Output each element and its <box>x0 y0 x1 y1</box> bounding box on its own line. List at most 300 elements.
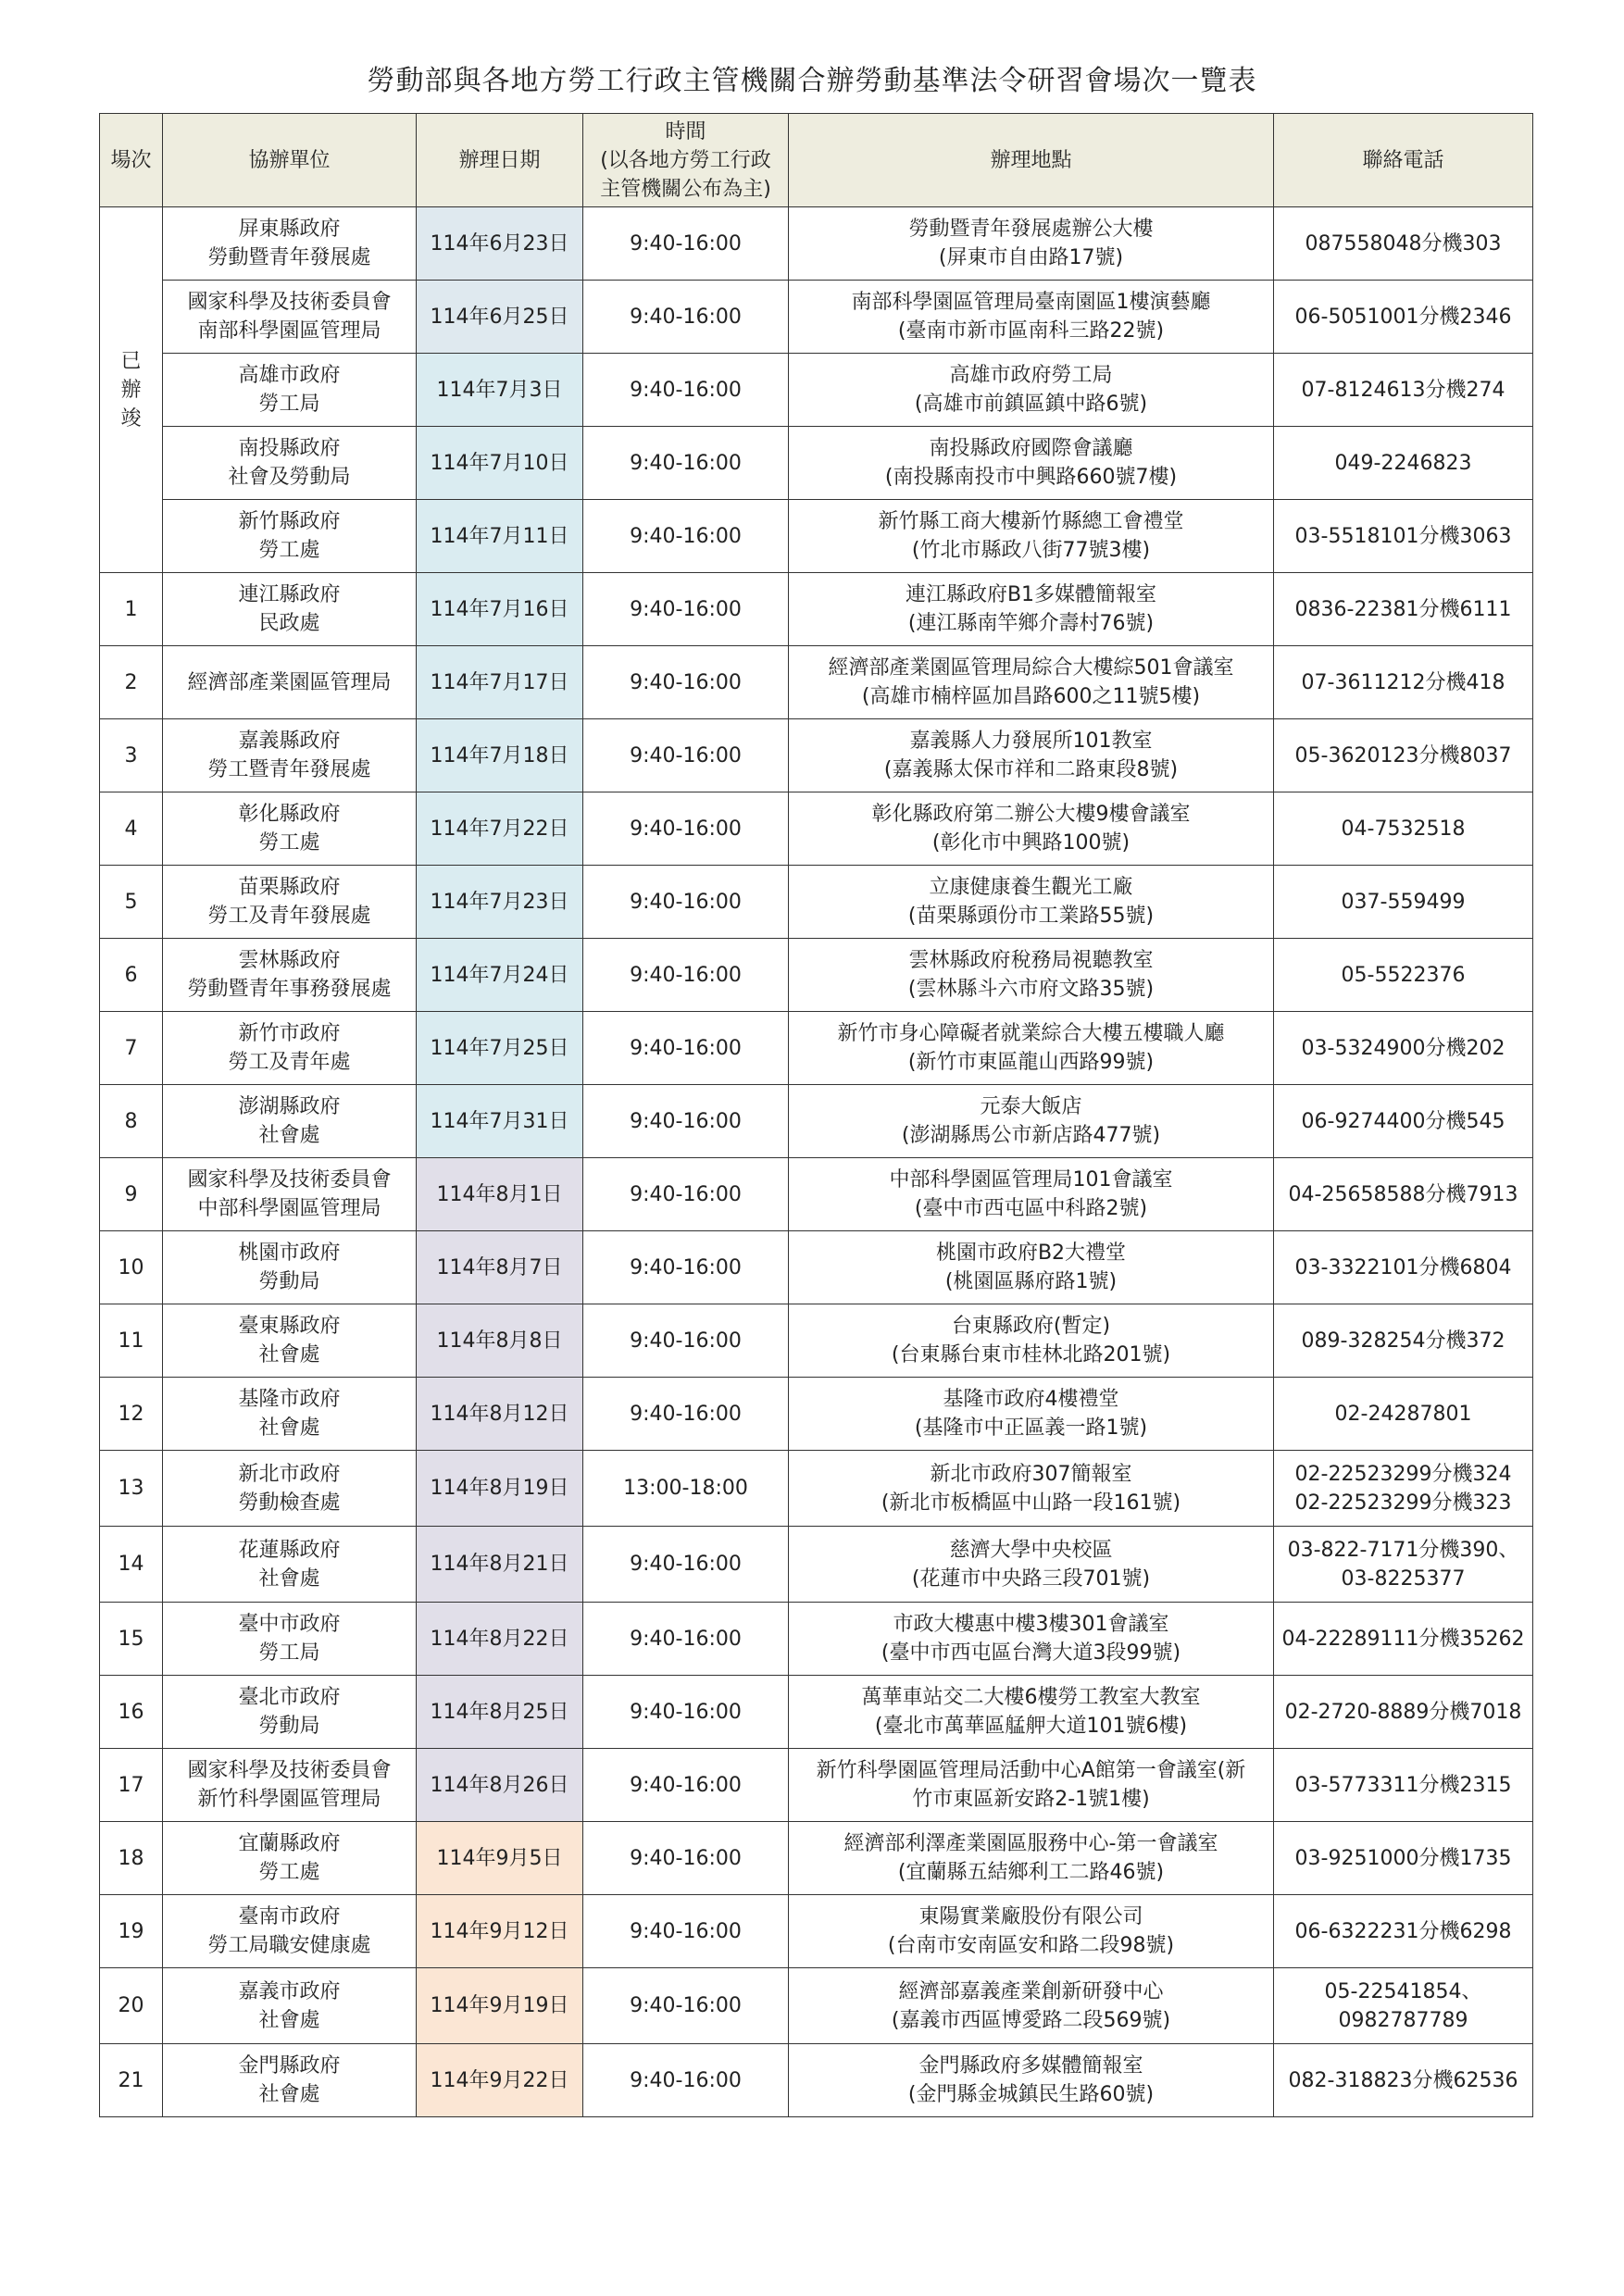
phone-cell <box>1274 573 1533 646</box>
org-cell-line: 臺南市政府 <box>238 1905 341 1928</box>
venue-cell-line: (台東縣台東市桂林北路201號) <box>891 1343 1171 1366</box>
org-cell-line: 國家科學及技術委員會 <box>187 1168 392 1192</box>
venue-cell-line: (竹北市縣政八街77號3樓) <box>911 539 1151 562</box>
org-cell-line: 民政處 <box>258 612 320 635</box>
venue-cell-line: 雲林縣政府稅務局視聽教室 <box>908 949 1154 972</box>
venue-cell <box>789 573 1274 646</box>
org-cell-line: 新竹科學園區管理局 <box>197 1788 381 1811</box>
venue-cell <box>789 1085 1274 1158</box>
header-row <box>100 114 1533 207</box>
header-time <box>583 114 789 207</box>
org-cell <box>163 939 417 1012</box>
phone-cell <box>1274 1676 1533 1749</box>
table-body <box>100 207 1533 2117</box>
org-cell <box>163 1451 417 1527</box>
time-cell: 9:40-16:00 <box>583 427 789 500</box>
venue-cell <box>789 1895 1274 1968</box>
time-cell: 9:40-16:00 <box>583 866 789 939</box>
venue-cell-line: (臺北市萬華區艋舺大道101號6樓) <box>874 1715 1188 1738</box>
time-cell: 9:40-16:00 <box>583 1822 789 1895</box>
venue-cell <box>789 1676 1274 1749</box>
venue-cell <box>789 1304 1274 1378</box>
phone-cell-line: 06-6322231分機6298 <box>1294 1919 1512 1943</box>
venue-cell-line: 南部科學園區管理局臺南園區1樓演藝廳 <box>851 291 1211 314</box>
table-row <box>100 719 1533 792</box>
time-cell: 9:40-16:00 <box>583 646 789 719</box>
date-cell: 114年8月22日 <box>417 1603 583 1676</box>
org-cell-line: 社會及勞動局 <box>228 466 351 489</box>
phone-cell-line: 0836-22381分機6111 <box>1294 597 1512 621</box>
time-cell: 9:40-16:00 <box>583 939 789 1012</box>
session-number: 12 <box>100 1378 163 1451</box>
org-cell <box>163 866 417 939</box>
completed-sessions-label <box>100 207 163 573</box>
org-cell <box>163 500 417 573</box>
org-cell-line: 勞工局 <box>258 393 320 416</box>
org-cell <box>163 1749 417 1822</box>
venue-cell-line: (台南市安南區安和路二段98號) <box>887 1934 1175 1957</box>
venue-cell <box>789 207 1274 281</box>
org-cell <box>163 646 417 719</box>
date-cell: 114年9月22日 <box>417 2044 583 2117</box>
venue-cell-line: 新竹科學園區管理局活動中心A館第一會議室(新 <box>816 1759 1246 1782</box>
org-cell-line: 勞工處 <box>258 1861 320 1884</box>
venue-cell-line: (屏東市自由路17號) <box>938 246 1124 269</box>
phone-cell-line: 05-3620123分機8037 <box>1294 743 1512 767</box>
venue-cell-line: 新竹縣工商大樓新竹縣總工會禮堂 <box>878 510 1184 533</box>
venue-cell-line: (臺中市西屯區台灣大道3段99號) <box>881 1641 1181 1665</box>
time-cell: 9:40-16:00 <box>583 281 789 354</box>
table-row <box>100 1451 1533 1527</box>
time-cell: 13:00-18:00 <box>583 1451 789 1527</box>
session-number: 2 <box>100 646 163 719</box>
phone-cell-line: 02-22523299分機323 <box>1294 1491 1512 1515</box>
phone-cell <box>1274 1231 1533 1304</box>
date-cell: 114年7月16日 <box>417 573 583 646</box>
date-cell: 114年7月22日 <box>417 792 583 866</box>
org-cell <box>163 1158 417 1231</box>
phone-cell <box>1274 427 1533 500</box>
phone-cell <box>1274 354 1533 427</box>
date-cell: 114年7月11日 <box>417 500 583 573</box>
time-cell: 9:40-16:00 <box>583 1085 789 1158</box>
completed-label-char: 竣 <box>120 406 142 430</box>
date-cell: 114年9月12日 <box>417 1895 583 1968</box>
phone-cell-line: 04-7532518 <box>1341 817 1466 841</box>
org-cell-line: 勞工局 <box>258 1641 320 1665</box>
header-venue: 辦理地點 <box>789 114 1274 207</box>
org-cell-line: 勞工局職安健康處 <box>207 1934 371 1957</box>
venue-cell-line: 東陽實業廠股份有限公司 <box>918 1905 1143 1928</box>
table-header <box>100 114 1533 207</box>
phone-cell-line: 05-22541854、 <box>1324 1979 1482 2003</box>
session-number: 19 <box>100 1895 163 1968</box>
date-cell: 114年6月25日 <box>417 281 583 354</box>
venue-cell <box>789 1603 1274 1676</box>
phone-cell <box>1274 1603 1533 1676</box>
venue-cell <box>789 939 1274 1012</box>
phone-cell-line: 06-5051001分機2346 <box>1294 305 1512 329</box>
org-cell-line: 雲林縣政府 <box>238 949 341 972</box>
phone-cell <box>1274 866 1533 939</box>
org-cell-line: 勞工及青年處 <box>228 1051 351 1074</box>
venue-cell-line: (臺南市新市區南科三路22號) <box>897 319 1165 343</box>
phone-cell-line: 03-5324900分機202 <box>1301 1036 1505 1060</box>
venue-cell <box>789 719 1274 792</box>
session-number: 16 <box>100 1676 163 1749</box>
org-cell-line: 勞工及青年發展處 <box>207 905 371 928</box>
org-cell <box>163 427 417 500</box>
time-cell: 9:40-16:00 <box>583 1749 789 1822</box>
org-cell-line: 臺東縣政府 <box>238 1315 341 1338</box>
phone-cell <box>1274 646 1533 719</box>
header-date: 辦理日期 <box>417 114 583 207</box>
table-row <box>100 2044 1533 2117</box>
date-cell: 114年8月1日 <box>417 1158 583 1231</box>
venue-cell-line: 基隆市政府4樓禮堂 <box>943 1388 1119 1411</box>
table-row <box>100 866 1533 939</box>
phone-cell-line: 05-5522376 <box>1341 963 1466 987</box>
venue-cell-line: 慈濟大學中央校區 <box>949 1538 1113 1562</box>
venue-cell-line: 中部科學園區管理局101會議室 <box>889 1168 1173 1192</box>
phone-cell <box>1274 281 1533 354</box>
venue-cell-line: 桃園市政府B2大禮堂 <box>935 1242 1127 1265</box>
time-cell: 9:40-16:00 <box>583 792 789 866</box>
venue-cell <box>789 792 1274 866</box>
time-cell: 9:40-16:00 <box>583 1527 789 1603</box>
venue-cell-line: (連江縣南竿鄉介壽村76號) <box>907 612 1155 635</box>
header-time-line: (以各地方勞工行政 <box>600 148 771 172</box>
session-number: 7 <box>100 1012 163 1085</box>
org-cell <box>163 1231 417 1304</box>
org-cell <box>163 281 417 354</box>
venue-cell-line: 高雄市政府勞工局 <box>949 364 1113 387</box>
venue-cell-line: (南投縣南投市中興路660號7樓) <box>884 466 1178 489</box>
venue-cell-line: 連江縣政府B1多媒體簡報室 <box>905 583 1157 606</box>
venue-cell-line: 嘉義縣人力發展所101教室 <box>909 730 1153 753</box>
session-number: 13 <box>100 1451 163 1527</box>
date-cell: 114年8月19日 <box>417 1451 583 1527</box>
org-cell-line: 屏東縣政府 <box>238 218 341 241</box>
time-cell: 9:40-16:00 <box>583 573 789 646</box>
org-cell-line: 社會處 <box>258 1416 320 1440</box>
venue-cell <box>789 1527 1274 1603</box>
org-cell-line: 高雄市政府 <box>238 364 341 387</box>
org-cell-line: 宜蘭縣政府 <box>238 1832 341 1855</box>
org-cell-line: 社會處 <box>258 2008 320 2032</box>
table-row <box>100 281 1533 354</box>
date-cell: 114年7月18日 <box>417 719 583 792</box>
venue-cell-line: (彰化市中興路100號) <box>931 831 1131 855</box>
org-cell-line: 新竹市政府 <box>238 1022 341 1045</box>
phone-cell-line: 03-8225377 <box>1341 1566 1466 1591</box>
header-phone: 聯絡電話 <box>1274 114 1533 207</box>
table-row <box>100 1822 1533 1895</box>
phone-cell <box>1274 1968 1533 2044</box>
phone-cell <box>1274 1158 1533 1231</box>
phone-cell <box>1274 792 1533 866</box>
time-cell: 9:40-16:00 <box>583 500 789 573</box>
table-row <box>100 1527 1533 1603</box>
phone-cell-line: 04-22289111分機35262 <box>1281 1627 1525 1651</box>
org-cell-line: 國家科學及技術委員會 <box>187 1759 392 1782</box>
header-time-line: 時間 <box>665 119 706 144</box>
header-time-line: 主管機關公布為主) <box>600 177 771 201</box>
phone-cell <box>1274 1378 1533 1451</box>
date-cell: 114年9月19日 <box>417 1968 583 2044</box>
phone-cell-line: 03-5518101分機3063 <box>1294 524 1512 548</box>
org-cell <box>163 1378 417 1451</box>
table-row <box>100 1968 1533 2044</box>
venue-cell <box>789 354 1274 427</box>
phone-cell-line: 049-2246823 <box>1334 451 1472 475</box>
org-cell-line: 基隆市政府 <box>238 1388 341 1411</box>
session-number: 11 <box>100 1304 163 1378</box>
org-cell <box>163 354 417 427</box>
venue-cell-line: (新北市板橋區中山路一段161號) <box>881 1491 1181 1515</box>
time-cell: 9:40-16:00 <box>583 2044 789 2117</box>
org-cell <box>163 1895 417 1968</box>
phone-cell-line: 06-9274400分機545 <box>1301 1109 1505 1133</box>
venue-cell-line: 新北市政府307簡報室 <box>930 1462 1132 1486</box>
org-cell-line: 嘉義市政府 <box>238 1979 341 2003</box>
org-cell-line: 新北市政府 <box>238 1462 341 1486</box>
time-cell: 9:40-16:00 <box>583 1676 789 1749</box>
org-cell-line: 嘉義縣政府 <box>238 730 341 753</box>
venue-cell-line: 經濟部嘉義產業創新研發中心 <box>898 1979 1164 2003</box>
venue-cell-line: (金門縣金城鎮民生路60號) <box>907 2083 1155 2106</box>
table-row <box>100 1012 1533 1085</box>
session-number: 4 <box>100 792 163 866</box>
venue-cell <box>789 1378 1274 1451</box>
org-cell-line: 社會處 <box>258 2083 320 2106</box>
session-number: 3 <box>100 719 163 792</box>
date-cell: 114年7月31日 <box>417 1085 583 1158</box>
phone-cell-line: 04-25658588分機7913 <box>1288 1182 1518 1206</box>
venue-cell <box>789 500 1274 573</box>
venue-cell <box>789 866 1274 939</box>
session-number: 5 <box>100 866 163 939</box>
org-cell-line: 勞動暨青年發展處 <box>207 246 371 269</box>
session-number: 20 <box>100 1968 163 2044</box>
date-cell: 114年7月17日 <box>417 646 583 719</box>
time-cell: 9:40-16:00 <box>583 1378 789 1451</box>
table-row <box>100 1378 1533 1451</box>
venue-cell <box>789 1231 1274 1304</box>
venue-cell-line: 元泰大飯店 <box>980 1095 1082 1118</box>
table-row <box>100 1231 1533 1304</box>
date-cell: 114年6月23日 <box>417 207 583 281</box>
phone-cell-line: 02-24287801 <box>1334 1402 1472 1426</box>
date-cell: 114年8月12日 <box>417 1378 583 1451</box>
table-row <box>100 427 1533 500</box>
date-cell: 114年8月8日 <box>417 1304 583 1378</box>
venue-cell-line: 南投縣政府國際會議廳 <box>929 437 1133 460</box>
venue-cell-line: 新竹市身心障礙者就業綜合大樓五樓職人廳 <box>837 1022 1225 1045</box>
org-cell-line: 中部科學園區管理局 <box>197 1197 381 1220</box>
org-cell <box>163 792 417 866</box>
header-session: 場次 <box>100 114 163 207</box>
session-number: 17 <box>100 1749 163 1822</box>
org-cell-line: 國家科學及技術委員會 <box>187 291 392 314</box>
phone-cell <box>1274 939 1533 1012</box>
phone-cell-line: 02-2720-8889分機7018 <box>1284 1700 1522 1724</box>
org-cell-line: 社會處 <box>258 1566 320 1591</box>
date-cell: 114年7月3日 <box>417 354 583 427</box>
org-cell-line: 澎湖縣政府 <box>238 1095 341 1118</box>
venue-cell-line: (嘉義縣太保市祥和二路東段8號) <box>883 758 1179 781</box>
time-cell: 9:40-16:00 <box>583 1304 789 1378</box>
org-cell-line: 臺北市政府 <box>238 1686 341 1709</box>
phone-cell <box>1274 2044 1533 2117</box>
time-cell: 9:40-16:00 <box>583 1158 789 1231</box>
venue-cell <box>789 1749 1274 1822</box>
org-cell-line: 彰化縣政府 <box>238 803 341 826</box>
venue-cell-line: (雲林縣斗六市府文路35號) <box>907 978 1155 1001</box>
phone-cell <box>1274 1527 1533 1603</box>
table-row <box>100 1749 1533 1822</box>
org-cell <box>163 2044 417 2117</box>
session-schedule-table <box>99 113 1533 2117</box>
org-cell <box>163 207 417 281</box>
org-cell <box>163 1676 417 1749</box>
venue-cell-line: (澎湖縣馬公市新店路477號) <box>901 1124 1161 1147</box>
table-row <box>100 1676 1533 1749</box>
venue-cell-line: (基隆市中正區義一路1號) <box>914 1416 1148 1440</box>
session-number: 6 <box>100 939 163 1012</box>
venue-cell-line: (嘉義市西區博愛路二段569號) <box>891 2008 1171 2032</box>
venue-cell-line: 台東縣政府(暫定) <box>951 1315 1111 1338</box>
venue-cell-line: 萬華車站交二大樓6樓勞工教室大教室 <box>861 1686 1201 1709</box>
venue-cell-line: (桃園區縣府路1號) <box>944 1270 1118 1293</box>
date-cell: 114年8月26日 <box>417 1749 583 1822</box>
date-cell: 114年7月25日 <box>417 1012 583 1085</box>
session-number: 21 <box>100 2044 163 2117</box>
org-cell-line: 桃園市政府 <box>238 1242 341 1265</box>
venue-cell-line: 經濟部產業園區管理局綜合大樓綜501會議室 <box>828 656 1234 680</box>
org-cell-line: 臺中市政府 <box>238 1613 341 1636</box>
venue-cell-line: 市政大樓惠中樓3樓301會議室 <box>893 1613 1169 1636</box>
org-cell-line: 社會處 <box>258 1124 320 1147</box>
phone-cell-line: 07-3611212分機418 <box>1301 670 1505 694</box>
venue-cell-line: (花蓮市中央路三段701號) <box>911 1566 1151 1591</box>
venue-cell-line: (苗栗縣頭份市工業路55號) <box>907 905 1155 928</box>
venue-cell <box>789 281 1274 354</box>
org-cell-line: 南部科學園區管理局 <box>197 319 381 343</box>
phone-cell-line: 0982787789 <box>1338 2008 1468 2032</box>
phone-cell <box>1274 1749 1533 1822</box>
table-row <box>100 1158 1533 1231</box>
org-cell-line: 勞動局 <box>258 1715 320 1738</box>
org-cell <box>163 1968 417 2044</box>
venue-cell-line: 彰化縣政府第二辦公大樓9樓會議室 <box>871 803 1191 826</box>
phone-cell <box>1274 1085 1533 1158</box>
venue-cell-line: 立康健康養生觀光工廠 <box>929 876 1133 899</box>
venue-cell <box>789 646 1274 719</box>
phone-cell <box>1274 500 1533 573</box>
time-cell: 9:40-16:00 <box>583 207 789 281</box>
org-cell <box>163 1527 417 1603</box>
phone-cell-line: 089-328254分機372 <box>1301 1329 1505 1353</box>
date-cell: 114年9月5日 <box>417 1822 583 1895</box>
venue-cell-line: 經濟部利澤產業園區服務中心-第一會議室 <box>843 1832 1218 1855</box>
venue-cell <box>789 1158 1274 1231</box>
phone-cell-line: 037-559499 <box>1341 890 1466 914</box>
phone-cell-line: 087558048分機303 <box>1305 231 1502 256</box>
phone-cell <box>1274 207 1533 281</box>
venue-cell <box>789 1012 1274 1085</box>
phone-cell <box>1274 1304 1533 1378</box>
phone-cell-line: 03-3322101分機6804 <box>1294 1255 1512 1279</box>
venue-cell <box>789 1968 1274 2044</box>
session-number: 18 <box>100 1822 163 1895</box>
phone-cell-line: 02-22523299分機324 <box>1294 1462 1512 1486</box>
org-cell-line: 勞動檢查處 <box>238 1491 341 1515</box>
org-cell-line: 金門縣政府 <box>238 2054 341 2078</box>
table-row <box>100 1603 1533 1676</box>
org-cell-line: 勞工處 <box>258 539 320 562</box>
session-number: 9 <box>100 1158 163 1231</box>
venue-cell-line: (高雄市楠梓區加昌路600之11號5樓) <box>861 685 1201 708</box>
venue-cell-line: 勞動暨青年發展處辦公大樓 <box>908 218 1154 241</box>
table-row <box>100 573 1533 646</box>
time-cell: 9:40-16:00 <box>583 1895 789 1968</box>
session-number: 15 <box>100 1603 163 1676</box>
date-cell: 114年8月21日 <box>417 1527 583 1603</box>
session-number: 10 <box>100 1231 163 1304</box>
date-cell: 114年8月25日 <box>417 1676 583 1749</box>
phone-cell <box>1274 1822 1533 1895</box>
time-cell: 9:40-16:00 <box>583 1968 789 2044</box>
venue-cell <box>789 1822 1274 1895</box>
phone-cell <box>1274 1012 1533 1085</box>
table-row <box>100 207 1533 281</box>
org-cell-line: 經濟部產業園區管理局 <box>187 670 392 694</box>
table-row <box>100 354 1533 427</box>
venue-cell-line: (臺中市西屯區中科路2號) <box>914 1197 1148 1220</box>
org-cell <box>163 1603 417 1676</box>
phone-cell <box>1274 1895 1533 1968</box>
venue-cell-line: 金門縣政府多媒體簡報室 <box>918 2054 1143 2078</box>
header-org: 協辦單位 <box>163 114 417 207</box>
session-number: 8 <box>100 1085 163 1158</box>
table-row <box>100 939 1533 1012</box>
org-cell-line: 勞工暨青年發展處 <box>207 758 371 781</box>
venue-cell-line: (宜蘭縣五結鄉利工二路46號) <box>897 1861 1165 1884</box>
org-cell-line: 勞工處 <box>258 831 320 855</box>
org-cell-line: 花蓮縣政府 <box>238 1538 341 1562</box>
venue-cell <box>789 1451 1274 1527</box>
org-cell-line: 勞動局 <box>258 1270 320 1293</box>
session-number: 1 <box>100 573 163 646</box>
table-row <box>100 1085 1533 1158</box>
venue-cell <box>789 2044 1274 2117</box>
completed-label-char: 已 <box>120 349 142 373</box>
phone-cell-line: 03-822-7171分機390、 <box>1287 1538 1519 1562</box>
org-cell-line: 勞動暨青年事務發展處 <box>187 978 392 1001</box>
date-cell: 114年8月7日 <box>417 1231 583 1304</box>
table-row <box>100 792 1533 866</box>
org-cell <box>163 1822 417 1895</box>
venue-cell-line: (高雄市前鎮區鎮中路6號) <box>914 393 1148 416</box>
completed-label-char: 辦 <box>120 378 142 402</box>
table-row <box>100 500 1533 573</box>
time-cell: 9:40-16:00 <box>583 1012 789 1085</box>
phone-cell <box>1274 1451 1533 1527</box>
time-cell: 9:40-16:00 <box>583 719 789 792</box>
date-cell: 114年7月10日 <box>417 427 583 500</box>
table-row <box>100 646 1533 719</box>
